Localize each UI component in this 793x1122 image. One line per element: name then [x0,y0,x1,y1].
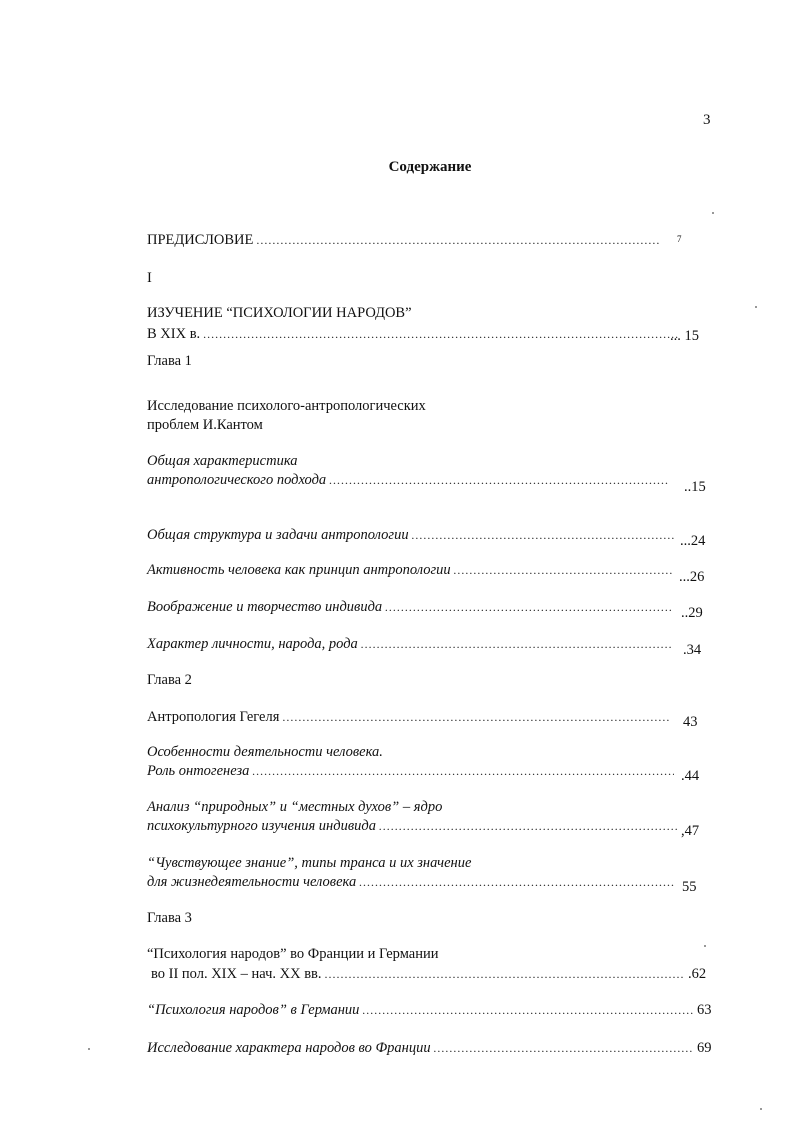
toc-title: Содержание [388,159,472,175]
toc-entry-label: Общая характеристика [147,453,298,469]
toc-page-number: ... 15 [670,328,699,344]
leader-dots [256,233,659,248]
toc-entry-label: Активность человека как принцип антропологии [147,562,451,578]
toc-entry-label: антропологического подхода [147,472,327,488]
toc-entry-label: для жизнедеятельности человека [147,874,357,890]
leader-dots [434,1041,693,1056]
chapter-title: Исследование психолого-антропологических [147,398,426,414]
toc-entry-section[interactable] [147,1040,696,1057]
toc-entry-section[interactable] [147,763,677,780]
scan-speck [712,212,714,214]
leader-dots [325,967,684,982]
toc-entry-label: Воображение и творчество индивида [147,599,383,615]
toc-entry-label: Анализ “природных” и “местных духов” – ядро [147,799,443,815]
toc-entry-label: Общая структура и задачи антропологии [147,527,409,543]
toc-entry-chapter[interactable] [151,966,687,983]
toc-entry-section[interactable] [147,818,680,835]
toc-entry-section[interactable] [147,472,672,489]
toc-page-number: 69 [697,1040,712,1056]
leader-dots [385,600,671,615]
leader-dots [412,528,674,543]
leader-dots [252,764,674,779]
toc-entry-label: психокультурного изучения индивида [147,818,376,834]
toc-entry-label: во II пол. XIX – нач. XX вв. [151,966,322,982]
leader-dots [454,563,674,578]
toc-entry-label: ПРЕДИСЛОВИЕ [147,232,254,248]
chapter-label: Глава 3 [147,910,192,926]
scan-speck [88,1048,90,1050]
toc-entry-label: “Чувствующее знание”, типы транса и их значение [147,855,472,871]
leader-dots [329,473,669,488]
toc-page-number: 55 [682,879,697,895]
toc-page-number: 7 [677,234,682,244]
toc-entry-section[interactable] [147,874,677,891]
scan-speck [704,945,706,947]
chapter-title: “Психология народов” во Франции и Германии [147,946,439,962]
toc-entry-section[interactable] [147,527,677,544]
part-title: ИЗУЧЕНИЕ “ПСИХОЛОГИИ НАРОДОВ” [147,305,412,321]
leader-dots [282,710,671,725]
scan-speck [755,306,757,308]
toc-page-number: ..15 [684,479,706,495]
chapter-label: Глава 1 [147,353,192,369]
toc-page-number: 43 [683,714,698,730]
toc-entry-label: Исследование характера народов во Франции [147,1040,431,1056]
page-number: 3 [703,112,711,128]
leader-dots [379,819,677,834]
toc-entry-section[interactable] [147,562,677,579]
toc-page-number: .34 [683,642,702,658]
toc-entry-label: Антропология Гегеля [147,709,280,725]
chapter-title: проблем И.Кантом [147,417,263,433]
toc-entry-section[interactable] [147,1002,696,1019]
leader-dots [362,1003,693,1018]
toc-entry-label: В XIX в. [147,326,201,342]
toc-page-number: .62 [688,966,707,982]
leader-dots [359,875,674,890]
toc-entry-label: Роль онтогенеза [147,763,250,779]
toc-entry-part-1[interactable] [147,326,682,343]
toc-entry-label: Характер личности, народа, рода [147,636,358,652]
part-numeral: I [147,270,152,286]
toc-entry-preface[interactable] [147,232,662,249]
leader-dots [203,327,679,342]
toc-entry-label: Особенности деятельности человека. [147,744,383,760]
toc-entry-label: “Психология народов” в Германии [147,1002,360,1018]
toc-entry-chapter[interactable] [147,709,674,726]
toc-entry-section[interactable] [147,599,674,616]
leader-dots [361,637,672,652]
toc-page-number: ...26 [679,569,705,585]
toc-page-number: ,47 [681,823,700,839]
scan-speck [760,1108,762,1110]
toc-page-number: 63 [697,1002,712,1018]
toc-entry-section[interactable] [147,636,675,653]
toc-page-number: .44 [681,768,700,784]
toc-page-number: ...24 [680,533,706,549]
chapter-label: Глава 2 [147,672,192,688]
toc-page-number: ..29 [681,605,703,621]
